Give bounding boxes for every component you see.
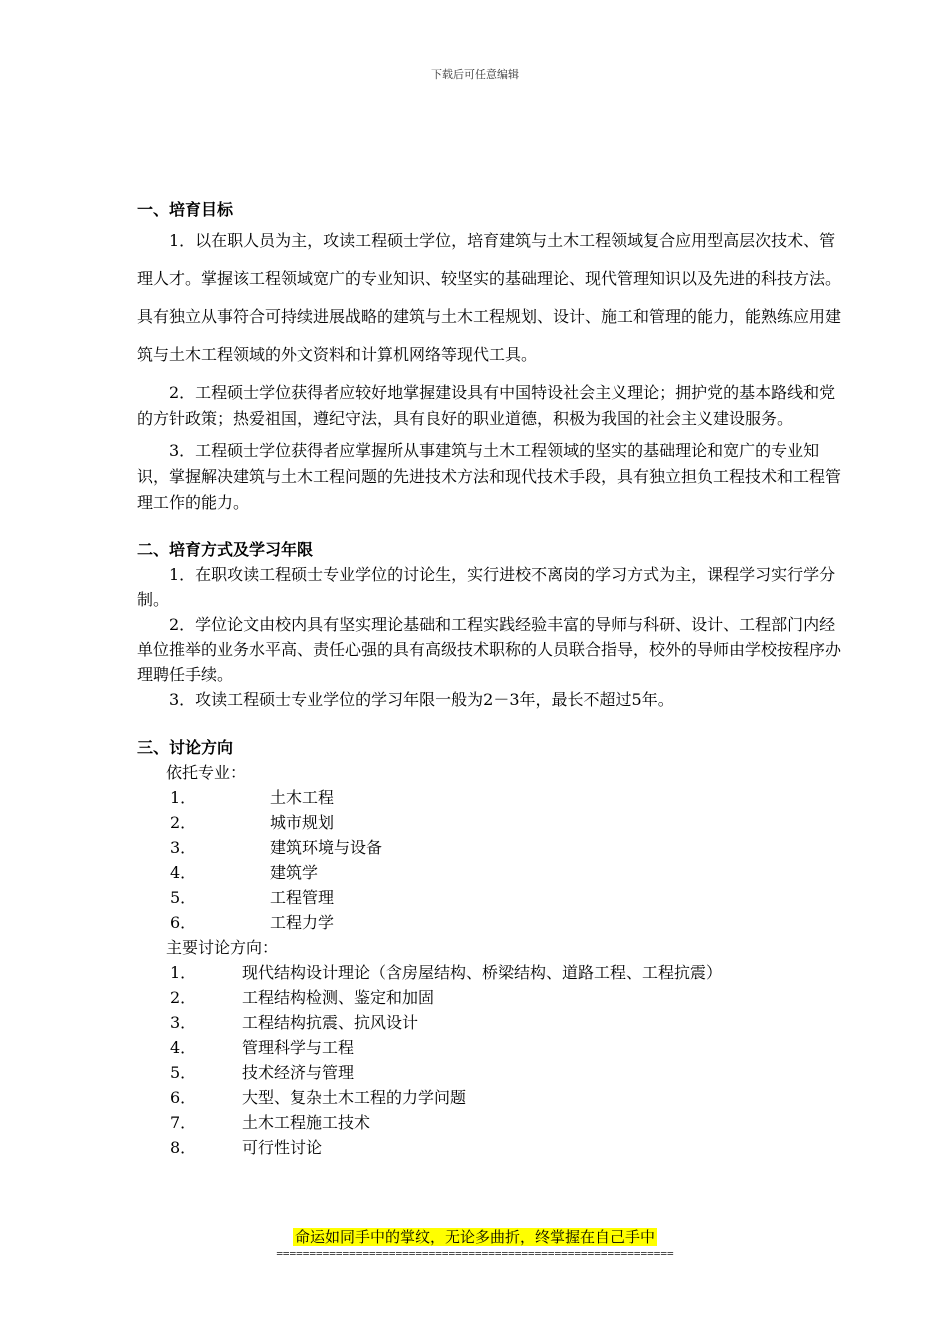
document-body bbox=[137, 198, 849, 1160]
list-item: 3． 工程结构抗震、抗风设计 bbox=[170, 1013, 419, 1032]
footer-quote bbox=[0, 1227, 950, 1247]
mode-paragraph-1: 1．在职攻读工程硕士专业学位的讨论生，实行进校不离岗的学习方式为主，课程学习实行学分制。 bbox=[137, 565, 836, 609]
section-title-directions: 三、讨论方向 bbox=[137, 738, 234, 757]
list-item: 6． 大型、复杂土木工程的力学问题 bbox=[170, 1088, 467, 1107]
section-title-goals: 一、培育目标 bbox=[137, 200, 234, 219]
list-item: 6． 工程力学 bbox=[170, 913, 335, 932]
footer-quote-highlight: 命运如同手中的掌纹，无论多曲折，终掌握在自己手中 bbox=[294, 1228, 655, 1246]
mode-paragraph-2: 2．学位论文由校内具有坚实理论基础和工程实践经验丰富的导师与科研、设计、工程部门内经单位推举的业务水平高、责任心强的具有高级技术职称的人员联合指导，校外的导师由学校按程序办理聘任手续。 bbox=[137, 615, 842, 684]
list-item: 1． 现代结构设计理论（含房屋结构、桥梁结构、道路工程、工程抗震） bbox=[170, 963, 723, 982]
list-item: 7． 土木工程施工技术 bbox=[170, 1113, 371, 1132]
goals-paragraph-1: 1．以在职人员为主，攻读工程硕士学位，培育建筑与土木工程领域复合应用型高层次技术、管理人才。掌握该工程领域宽广的专业知识、较坚实的基础理论、现代管理知识以及先进的科技方法。具有独立从事符合可持续进展战略的建筑与土木工程规划、设计、施工和管理的能力，能熟练应用建筑与土木工程领域的外文资料和计算机网络等现代工具。 bbox=[137, 231, 842, 364]
goals-paragraph-2: 2．工程硕士学位获得者应较好地掌握建设具有中国特设社会主义理论；拥护党的基本路线和党的方针政策；热爱祖国，遵纪守法，具有良好的职业道德，积极为我国的社会主义建设服务。 bbox=[137, 383, 836, 428]
list-item: 3． 建筑环境与设备 bbox=[170, 838, 383, 857]
list-item: 5． 工程管理 bbox=[170, 888, 335, 907]
list-item: 4． 管理科学与工程 bbox=[170, 1038, 355, 1057]
list-item: 8． 可行性讨论 bbox=[170, 1138, 323, 1157]
mode-paragraph-3: 3．攻读工程硕士专业学位的学习年限一般为2－3年，最长不超过5年。 bbox=[169, 690, 674, 709]
list-item: 2． 工程结构检测、鉴定和加固 bbox=[170, 988, 435, 1007]
list-item: 1． 土木工程 bbox=[170, 788, 335, 807]
majors-list bbox=[137, 785, 849, 935]
page-header-note: 下载后可任意编辑 bbox=[431, 68, 519, 81]
goals-paragraph-3: 3．工程硕士学位获得者应掌握所从事建筑与土木工程领域的坚实的基础理论和宽广的专业知识，掌握解决建筑与土木工程问题的先进技术方法和现代技术手段，具有独立担负工程技术和工程管理工作的能力。 bbox=[137, 441, 842, 512]
list-item: 4． 建筑学 bbox=[170, 863, 319, 882]
footer-divider: ============================================================ bbox=[276, 1247, 674, 1260]
list-intro-majors: 依托专业： bbox=[166, 763, 247, 782]
research-directions-list bbox=[137, 960, 849, 1160]
list-item: 5． 技术经济与管理 bbox=[170, 1063, 355, 1082]
list-intro-research: 主要讨论方向： bbox=[166, 938, 279, 957]
list-item: 2． 城市规划 bbox=[170, 813, 335, 832]
section-title-mode: 二、培育方式及学习年限 bbox=[137, 540, 314, 559]
